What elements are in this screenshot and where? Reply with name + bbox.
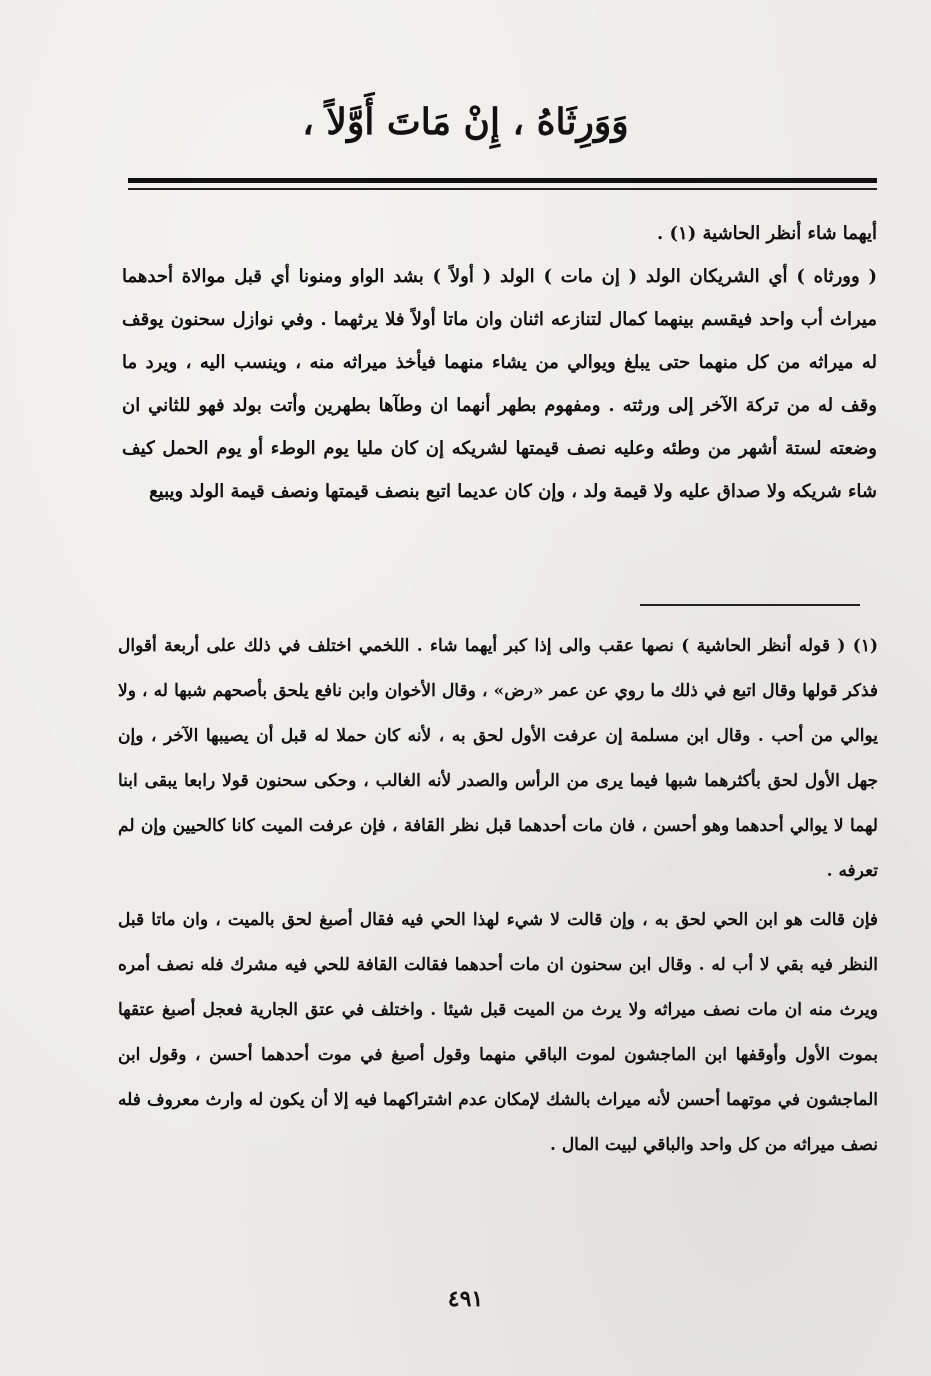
footnote-divider — [640, 604, 860, 606]
footnote-paragraph: فإن قالت هو ابن الحي لحق به ، وإن قالت لا شيء لهذا الحي فيه فقال أصبغ لحق بالميت ، وان ماتا قبل النظر فيه بقي لا أب له . وقال ابن سحنون ان مات أحدهما فقالت القافة للحي فيه مشرك فله نصف أمره ويرث منه ان مات نصف ميراثه ولا يرث من الميت قبل شيئا . واختلف في عتق الجارية فعجل أصبغ عتقها بموت الأول وأوقفها ابن الماجشون لموت الباقي منهما وقول أصبغ في موت أحدهما أحسن ، وقول ابن الماجشون في موتهما أحسن لأنه ميراث بالشك لإمكان عدم اشتراكهما فيه إلا أن يكون له وارث معروف فله نصف ميراثه من كل واحد والباقي لبيت المال . — [118, 910, 878, 1155]
header-rule-thin — [128, 188, 877, 190]
page-number: ٤٩١ — [447, 1286, 484, 1312]
page-header-title: وَوَرِثَاهُ ، إِنْ مَاتَ أَوَّلاً ، — [302, 101, 629, 143]
footnote-paragraph: (١) ( قوله أنظر الحاشية ) نصها عقب والى إذا كبر أيهما شاء . اللخمي اختلف في ذلك على أربعة أقوال فذكر قولها وقال اتبع في ذلك ما روي عن عمر «رض» ، وقال الأخوان وابن نافع يلحق بأصحهم شبها له ، ولا يوالي من أحب . وقال ابن مسلمة إن عرفت الأول لحق به ، لأنه كان حملا له قبل أن يصيبها الآخر ، وإن جهل الأول لحق بأكثرهما شبها فيما يرى من الرأس والصدر لأنه الغالب ، وحكى سحنون قولا رابعا يبقى ابنا لهما لا يوالي أحدهما وهو أحسن ، فان مات أحدهما قبل نظر القافة ، فإن عرفت الميت كانا كالحيين وإن لم تعرفه . — [118, 636, 878, 881]
main-body-text — [122, 212, 877, 513]
main-paragraph: أيهما شاء أنظر الحاشية (١) . — [656, 223, 877, 244]
main-paragraph: ( وورثاه ) أي الشريكان الولد ( إن مات ) الولد ( أولاً ) بشد الواو ومنونا أي قبل موالاة أحدهما ميراث أب واحد فيقسم بينهما كمال لتنازعه اثنان وان ماتا أولاً فلا يرثهما . وفي نوازل سحنون يوقف له ميراثه من كل منهما حتى يبلغ ويوالي من يشاء منهما فيأخذ ميراثه منه ، وينسب اليه ، ويرد ما وقف له من تركة الآخر إلى ورثته . ومفهوم بطهر أنهما ان وطآها بطهرين وأتت بولد فهو للثاني ان وضعته لستة أشهر من وطئه وعليه نصف قيمتها لشريكه إن كان مليا يوم الوطء أو يوم الحمل كيف شاء شريكه ولا صداق عليه ولا قيمة ولد ، وإن كان عديما اتبع بنصف قيمتها ونصف قيمة الولد ويبيع — [122, 266, 877, 502]
footnote-section — [118, 624, 878, 1168]
header-rule-thick — [128, 178, 877, 183]
